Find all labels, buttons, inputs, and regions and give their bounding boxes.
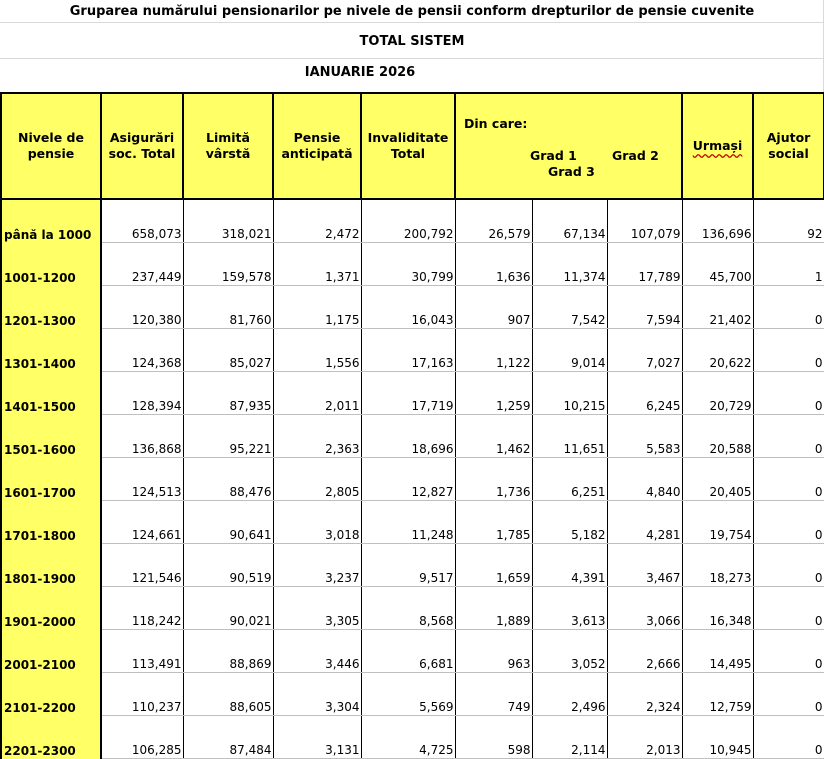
cell-asigurari[interactable]: 118,242 [101, 587, 183, 630]
col-header-invaliditate[interactable]: Invaliditate Total [361, 93, 455, 199]
cell-urmasi[interactable]: 12,759 [682, 673, 753, 716]
cell-grad1[interactable]: 907 [455, 286, 532, 329]
cell-urmasi[interactable]: 20,622 [682, 329, 753, 372]
cell-limita[interactable]: 87,935 [183, 372, 273, 415]
cell-grad1[interactable]: 749 [455, 673, 532, 716]
pension-table [0, 92, 824, 759]
cell-limita[interactable]: 318,021 [183, 199, 273, 243]
cell-urmasi[interactable]: 16,348 [682, 587, 753, 630]
table-row [1, 372, 824, 415]
cell-ajutor[interactable]: 0 [753, 673, 824, 716]
cell-grad2[interactable]: 6,245 [607, 372, 682, 415]
cell-limita[interactable]: 90,519 [183, 544, 273, 587]
cell-invaliditate[interactable]: 12,827 [361, 458, 455, 501]
cell-grad3[interactable]: 2,496 [532, 673, 607, 716]
cell-limita[interactable]: 90,021 [183, 587, 273, 630]
cell-anticipata[interactable]: 1,175 [273, 286, 361, 329]
cell-grad3[interactable]: 5,182 [532, 501, 607, 544]
cell-invaliditate[interactable]: 4,725 [361, 716, 455, 759]
cell-invaliditate[interactable]: 5,569 [361, 673, 455, 716]
cell-invaliditate[interactable]: 17,719 [361, 372, 455, 415]
cell-asigurari[interactable]: 120,380 [101, 286, 183, 329]
cell-grad2[interactable]: 107,079 [607, 199, 682, 243]
cell-anticipata[interactable]: 2,472 [273, 199, 361, 243]
cell-asigurari[interactable]: 237,449 [101, 243, 183, 286]
cell-asigurari[interactable]: 124,661 [101, 501, 183, 544]
table-row [1, 199, 824, 243]
cell-limita[interactable]: 88,605 [183, 673, 273, 716]
cell-grad3[interactable]: 67,134 [532, 199, 607, 243]
cell-grad2[interactable]: 17,789 [607, 243, 682, 286]
cell-level[interactable]: 1801-1900 [1, 544, 101, 587]
cell-grad2[interactable]: 3,066 [607, 587, 682, 630]
gridline [0, 22, 824, 23]
cell-level[interactable]: 2201-2300 [1, 716, 101, 759]
cell-grad1[interactable]: 1,462 [455, 415, 532, 458]
cell-level[interactable]: 1501-1600 [1, 415, 101, 458]
cell-grad1[interactable]: 1,259 [455, 372, 532, 415]
table-row [1, 329, 824, 372]
cell-limita[interactable]: 81,760 [183, 286, 273, 329]
report-subtitle: TOTAL SISTEM [359, 34, 465, 49]
cell-grad3[interactable]: 6,251 [532, 458, 607, 501]
grad3-label: Grad 3 [548, 164, 595, 179]
cell-asigurari[interactable]: 136,868 [101, 415, 183, 458]
cell-level[interactable]: 1301-1400 [1, 329, 101, 372]
cell-grad2[interactable]: 4,281 [607, 501, 682, 544]
table-row [1, 673, 824, 716]
cell-ajutor[interactable]: 0 [753, 630, 824, 673]
din-care-label: Din care: [464, 116, 528, 131]
cell-anticipata[interactable]: 2,805 [273, 458, 361, 501]
cell-invaliditate[interactable]: 17,163 [361, 329, 455, 372]
cell-grad1[interactable]: 1,785 [455, 501, 532, 544]
cell-grad3[interactable]: 11,651 [532, 415, 607, 458]
table-row [1, 286, 824, 329]
col-header-ajutor[interactable]: Ajutor social [753, 93, 824, 199]
cell-grad2[interactable]: 7,594 [607, 286, 682, 329]
cell-invaliditate[interactable]: 11,248 [361, 501, 455, 544]
cell-level[interactable]: până la 1000 [1, 199, 101, 243]
cell-ajutor[interactable]: 0 [753, 544, 824, 587]
cell-urmasi[interactable]: 10,945 [682, 716, 753, 759]
cell-grad1[interactable]: 1,122 [455, 329, 532, 372]
cell-grad2[interactable]: 2,666 [607, 630, 682, 673]
cell-anticipata[interactable]: 2,363 [273, 415, 361, 458]
cell-asigurari[interactable]: 658,073 [101, 199, 183, 243]
cell-anticipata[interactable]: 2,011 [273, 372, 361, 415]
cell-grad1[interactable]: 1,636 [455, 243, 532, 286]
cell-limita[interactable]: 95,221 [183, 415, 273, 458]
cell-urmasi[interactable]: 20,729 [682, 372, 753, 415]
grad1-label: Grad 1 [530, 148, 577, 163]
cell-asigurari[interactable]: 124,368 [101, 329, 183, 372]
cell-grad2[interactable]: 5,583 [607, 415, 682, 458]
cell-ajutor[interactable]: 0 [753, 329, 824, 372]
cell-grad1[interactable]: 963 [455, 630, 532, 673]
cell-level[interactable]: 1601-1700 [1, 458, 101, 501]
cell-anticipata[interactable]: 3,446 [273, 630, 361, 673]
cell-grad3[interactable]: 11,374 [532, 243, 607, 286]
col-header-asigurari[interactable]: Asigurări soc. Total [101, 93, 183, 199]
cell-urmasi[interactable]: 45,700 [682, 243, 753, 286]
table-row [1, 415, 824, 458]
cell-limita[interactable]: 159,578 [183, 243, 273, 286]
cell-ajutor[interactable]: 92 [753, 199, 824, 243]
cell-anticipata[interactable]: 3,304 [273, 673, 361, 716]
table-row [1, 243, 824, 286]
cell-grad3[interactable]: 3,052 [532, 630, 607, 673]
report-title: Gruparea numărului pensionarilor pe nivele de pensii conform drepturilor de pensie cuvenite [69, 4, 755, 19]
cell-limita[interactable]: 87,484 [183, 716, 273, 759]
cell-grad1[interactable]: 598 [455, 716, 532, 759]
cell-grad3[interactable]: 4,391 [532, 544, 607, 587]
cell-ajutor[interactable]: 1 [753, 243, 824, 286]
cell-asigurari[interactable]: 110,237 [101, 673, 183, 716]
cell-invaliditate[interactable]: 30,799 [361, 243, 455, 286]
cell-level[interactable]: 2101-2200 [1, 673, 101, 716]
cell-asigurari[interactable]: 121,546 [101, 544, 183, 587]
cell-anticipata[interactable]: 3,305 [273, 587, 361, 630]
cell-ajutor[interactable]: 0 [753, 372, 824, 415]
cell-urmasi[interactable]: 21,402 [682, 286, 753, 329]
cell-urmasi[interactable]: 20,588 [682, 415, 753, 458]
cell-grad2[interactable]: 4,840 [607, 458, 682, 501]
cell-grad1[interactable]: 1,659 [455, 544, 532, 587]
cell-urmasi[interactable]: 136,696 [682, 199, 753, 243]
cell-grad1[interactable]: 26,579 [455, 199, 532, 243]
cell-ajutor[interactable]: 0 [753, 501, 824, 544]
cell-invaliditate[interactable]: 9,517 [361, 544, 455, 587]
cell-anticipata[interactable]: 3,018 [273, 501, 361, 544]
cell-invaliditate[interactable]: 16,043 [361, 286, 455, 329]
cell-level[interactable]: 1701-1800 [1, 501, 101, 544]
cell-ajutor[interactable]: 0 [753, 415, 824, 458]
table-row [1, 716, 824, 759]
cell-grad1[interactable]: 1,889 [455, 587, 532, 630]
cell-grad1[interactable]: 1,736 [455, 458, 532, 501]
col-header-urmasi[interactable] [682, 93, 753, 199]
cell-asigurari[interactable]: 128,394 [101, 372, 183, 415]
cell-grad3[interactable]: 2,114 [532, 716, 607, 759]
cell-anticipata[interactable]: 1,371 [273, 243, 361, 286]
cell-invaliditate[interactable]: 8,568 [361, 587, 455, 630]
col-header-nivele[interactable]: Nivele de pensie [1, 93, 101, 199]
cell-grad3[interactable]: 9,014 [532, 329, 607, 372]
report-period: IANUARIE 2026 [304, 65, 416, 80]
cell-grad2[interactable]: 3,467 [607, 544, 682, 587]
col-header-anticipata[interactable]: Pensie anticipată [273, 93, 361, 199]
cell-level[interactable]: 1201-1300 [1, 286, 101, 329]
cell-limita[interactable]: 88,869 [183, 630, 273, 673]
cell-level[interactable]: 1401-1500 [1, 372, 101, 415]
cell-urmasi[interactable]: 14,495 [682, 630, 753, 673]
cell-grad2[interactable]: 7,027 [607, 329, 682, 372]
cell-grad2[interactable]: 2,013 [607, 716, 682, 759]
cell-level[interactable]: 1901-2000 [1, 587, 101, 630]
cell-ajutor[interactable]: 0 [753, 716, 824, 759]
table-row [1, 501, 824, 544]
cell-invaliditate[interactable]: 200,792 [361, 199, 455, 243]
cell-grad3[interactable]: 3,613 [532, 587, 607, 630]
cell-grad2[interactable]: 2,324 [607, 673, 682, 716]
cell-limita[interactable]: 90,641 [183, 501, 273, 544]
cell-grad3[interactable]: 7,542 [532, 286, 607, 329]
cell-anticipata[interactable]: 3,237 [273, 544, 361, 587]
cell-urmasi[interactable]: 20,405 [682, 458, 753, 501]
cell-grad3[interactable]: 10,215 [532, 372, 607, 415]
cell-limita[interactable]: 85,027 [183, 329, 273, 372]
cell-asigurari[interactable]: 106,285 [101, 716, 183, 759]
grad2-label: Grad 2 [612, 148, 659, 163]
cell-ajutor[interactable]: 0 [753, 286, 824, 329]
table-row [1, 630, 824, 673]
cell-anticipata[interactable]: 1,556 [273, 329, 361, 372]
col-header-limita[interactable]: Limită vârstă [183, 93, 273, 199]
col-header-din-care[interactable] [455, 93, 682, 199]
cell-level[interactable]: 2001-2100 [1, 630, 101, 673]
cell-invaliditate[interactable]: 6,681 [361, 630, 455, 673]
cell-anticipata[interactable]: 3,131 [273, 716, 361, 759]
cell-asigurari[interactable]: 113,491 [101, 630, 183, 673]
gridline [0, 58, 824, 59]
table-row [1, 587, 824, 630]
cell-ajutor[interactable]: 0 [753, 587, 824, 630]
table-row [1, 458, 824, 501]
cell-limita[interactable]: 88,476 [183, 458, 273, 501]
cell-ajutor[interactable]: 0 [753, 458, 824, 501]
table-row [1, 544, 824, 587]
cell-invaliditate[interactable]: 18,696 [361, 415, 455, 458]
cell-level[interactable]: 1001-1200 [1, 243, 101, 286]
cell-urmasi[interactable]: 18,273 [682, 544, 753, 587]
cell-urmasi[interactable]: 19,754 [682, 501, 753, 544]
urmasi-label: Urmași [692, 138, 743, 153]
cell-asigurari[interactable]: 124,513 [101, 458, 183, 501]
